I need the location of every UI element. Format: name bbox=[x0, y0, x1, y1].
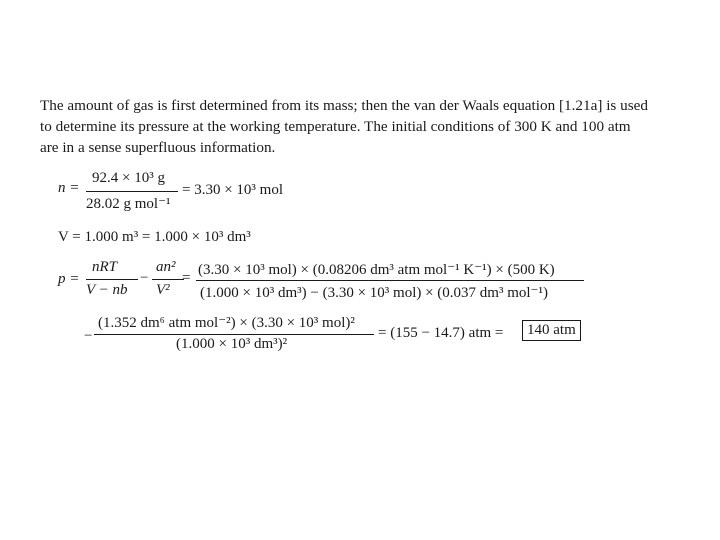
final-answer-box: 140 atm bbox=[522, 320, 581, 341]
p-lhs: p = bbox=[58, 271, 80, 287]
n-fraction-bar bbox=[86, 191, 178, 192]
term4-numerator: (1.352 dm⁶ atm mol⁻²) × (3.30 × 10³ mol)² bbox=[98, 315, 355, 331]
term4-denominator: (1.000 × 10³ dm³)² bbox=[176, 336, 288, 352]
term2-numerator: an² bbox=[156, 259, 176, 275]
paragraph-line-3: are in a sense superfluous information. bbox=[40, 139, 276, 156]
term1-denominator: V − nb bbox=[86, 282, 128, 298]
term2-bar bbox=[152, 279, 184, 280]
paragraph-line-1: The amount of gas is first determined from its mass; then the van der Waals equation [1.21a] is used bbox=[40, 97, 648, 114]
term3-numerator: (3.30 × 10³ mol) × (0.08206 dm³ atm mol⁻¹ K⁻¹) × (500 K) bbox=[198, 262, 555, 278]
term1-numerator: nRT bbox=[92, 259, 118, 275]
minus-sign: − bbox=[140, 270, 149, 286]
n-denominator: 28.02 g mol⁻¹ bbox=[86, 196, 171, 212]
term1-bar bbox=[86, 279, 138, 280]
problem-paragraph bbox=[40, 95, 680, 158]
term3-denominator: (1.000 × 10³ dm³) − (3.30 × 10³ mol) × (0.037 dm³ mol⁻¹) bbox=[200, 285, 548, 301]
n-numerator: 92.4 × 10³ g bbox=[92, 170, 165, 186]
paragraph-line-2: to determine its pressure at the working temperature. The initial conditions of 300 K and 100 atm bbox=[40, 118, 631, 135]
pressure-result: = (155 − 14.7) atm = bbox=[378, 325, 504, 341]
n-lhs: n = bbox=[58, 180, 80, 196]
term3-bar bbox=[196, 280, 584, 281]
term2-denominator: V² bbox=[156, 282, 170, 298]
equals-sign: = bbox=[182, 270, 191, 286]
n-result: = 3.30 × 10³ mol bbox=[182, 182, 284, 198]
minus-sign-2: − bbox=[84, 328, 93, 344]
volume-line: V = 1.000 m³ = 1.000 × 10³ dm³ bbox=[58, 229, 251, 245]
term4-bar bbox=[94, 334, 374, 335]
